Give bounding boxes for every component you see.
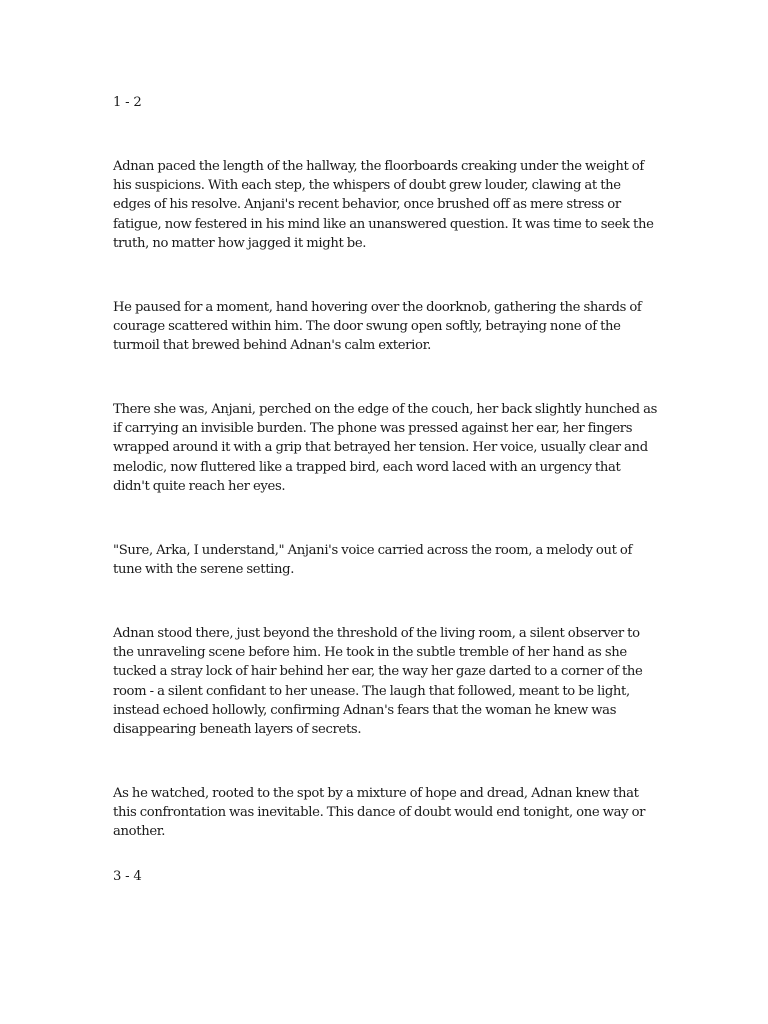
paragraph-4: "Sure, Arka, I understand," Anjani's voice carried across the room, a melody out of tune with the serene setting. xyxy=(113,543,633,578)
paragraph-3: There she was, Anjani, perched on the edge of the couch, her back slightly hunched as if carrying an invisible burden. The phone was pressed against her ear, her fingers wrapped around it with a grip that betrayed her tension. Her voice, usually clear and melodic, now fluttered like a trapped bird, each word laced with an urgency that didn't quite reach her eyes. xyxy=(113,402,658,494)
paragraph-5: Adnan stood there, just beyond the threshold of the living room, a silent observer to the unraveling scene before him. He took in the subtle tremble of her hand as she tucked a stray lock of hair behind her ear, the way her gaze darted to a corner of the room - a silent confidant to her unease. The laugh that followed, meant to be light, instead echoed hollowly, confirming Adnan's fears that the woman he knew was disappearing beneath layers of secrets. xyxy=(113,626,643,738)
paragraph-2: He paused for a moment, hand hovering over the doorknob, gathering the shards of courage scattered within him. The door swung open softly, betraying none of the turmoil that brewed behind Adnan's calm exterior. xyxy=(113,300,642,354)
section-marker-1: 1 - 2 xyxy=(113,95,142,110)
paragraph-1: Adnan paced the length of the hallway, the floorboards creaking under the weight of his suspicions. With each step, the whispers of doubt grew louder, clawing at the edges of his resolve. Anjani's recent behavior, once brushed off as mere stress or fatigue, now festered in his mind like an unanswered question. It was time to seek the truth, no matter how jagged it might be. xyxy=(113,159,654,251)
paragraph-6: As he watched, rooted to the spot by a mixture of hope and dread, Adnan knew that this confrontation was inevitable. This dance of doubt would end tonight, one way or another. xyxy=(113,786,646,840)
section-marker-2: 3 - 4 xyxy=(113,869,142,884)
